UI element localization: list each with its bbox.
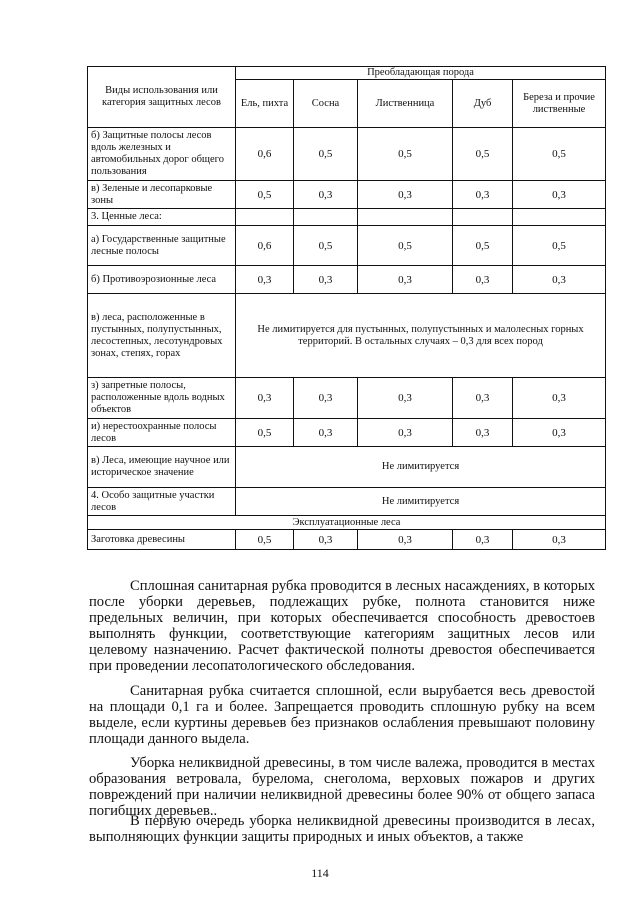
cell-value: 0,3: [453, 419, 513, 447]
table-row: [88, 488, 606, 516]
header-species: Ель, пихта: [236, 80, 294, 128]
row-label: в) Леса, имеющие научное или историческое значение: [88, 447, 236, 488]
header-species: Лиственница: [358, 80, 453, 128]
cell-value: 0,3: [513, 530, 606, 550]
table-row: [88, 378, 606, 419]
body-paragraph: В первую очередь уборка неликвидной древесины производится в лесах, выполняющих функции защиты природных и иных объектов, а также: [89, 813, 595, 845]
cell-value: 0,3: [294, 266, 358, 294]
table-row: [88, 209, 606, 226]
cell-value: 0,5: [236, 419, 294, 447]
cell-value: 0,3: [236, 266, 294, 294]
row-label: а) Государственные защитные лесные полосы: [88, 226, 236, 266]
cell-value: 0,3: [294, 530, 358, 550]
cell-value: 0,3: [358, 378, 453, 419]
row-label: в) Зеленые и лесопарковые зоны: [88, 181, 236, 209]
cell-value: 0,6: [236, 226, 294, 266]
cell-value: 0,6: [236, 128, 294, 181]
row-label: в) леса, расположенные в пустынных, полупустынных, лесостепных, лесотундровых зонах, степях, горах: [88, 294, 236, 378]
cell-value: 0,5: [294, 128, 358, 181]
cell-value: 0,3: [453, 530, 513, 550]
cell-value: 0,3: [294, 419, 358, 447]
cell-value: 0,3: [294, 378, 358, 419]
merged-note: Не лимитируется: [236, 488, 606, 516]
merged-note: Не лимитируется для пустынных, полупустынных и малолесных горных территорий. В остальных случаях – 0,3 для всех пород: [236, 294, 606, 378]
table-row: [88, 266, 606, 294]
cell-value: 0,5: [358, 226, 453, 266]
norms-table: [87, 66, 606, 550]
cell-value: 0,3: [453, 181, 513, 209]
header-species-group: Преобладающая порода: [236, 67, 606, 80]
cell-value: 0,5: [358, 128, 453, 181]
cell-value: 0,3: [236, 378, 294, 419]
cell-value: 0,3: [294, 181, 358, 209]
row-label: 4. Особо защитные участки лесов: [88, 488, 236, 516]
table-row: [88, 294, 606, 378]
row-label: Заготовка древесины: [88, 530, 236, 550]
table-row: [88, 530, 606, 550]
cell-value: 0,3: [513, 378, 606, 419]
cell-value: 0,3: [358, 266, 453, 294]
table-row: [88, 181, 606, 209]
cell-value: 0,3: [358, 419, 453, 447]
row-label: и) нерестоохранные полосы лесов: [88, 419, 236, 447]
cell-value: 0,5: [453, 128, 513, 181]
cell-value: 0,5: [453, 226, 513, 266]
cell-value: 0,3: [453, 378, 513, 419]
cell-value: 0,3: [513, 266, 606, 294]
section-row: [88, 516, 606, 530]
body-paragraph: Сплошная санитарная рубка проводится в лесных насаждениях, в которых после уборки деревьев, подлежащих рубке, полнота становится ниже предельных величин, при которых обеспечивается способность древостоев выполнять функции, соответствующие категориям защитных лесов или целевому назначению. Расчет фактической полноты древостоя обеспечивается при проведении лесопатологического обследования.: [89, 578, 595, 674]
header-usage-category: Виды использования или категория защитных лесов: [88, 67, 236, 128]
page-number: 114: [311, 866, 329, 880]
table-row: [88, 419, 606, 447]
cell-value: 0,3: [358, 530, 453, 550]
cell-value: [236, 209, 294, 226]
cell-value: [453, 209, 513, 226]
header-species: Береза и прочие лиственные: [513, 80, 606, 128]
cell-value: 0,3: [513, 181, 606, 209]
cell-value: 0,5: [236, 181, 294, 209]
cell-value: 0,5: [513, 226, 606, 266]
row-label: з) запретные полосы, расположенные вдоль водных объектов: [88, 378, 236, 419]
cell-value: 0,3: [513, 419, 606, 447]
cell-value: 0,5: [513, 128, 606, 181]
header-species: Сосна: [294, 80, 358, 128]
section-label: Эксплуатационные леса: [88, 516, 606, 530]
row-label: 3. Ценные леса:: [88, 209, 236, 226]
row-label: б) Защитные полосы лесов вдоль железных и автомобильных дорог общего пользования: [88, 128, 236, 181]
table-row: [88, 226, 606, 266]
body-paragraph: Уборка неликвидной древесины, в том числе валежа, проводится в местах образования ветровала, бурелома, снеголома, верховых пожаров и других повреждений при наличии неликвидной древесины более 90% от общего запаса погибших деревьев..: [89, 755, 595, 819]
cell-value: [513, 209, 606, 226]
cell-value: 0,5: [294, 226, 358, 266]
merged-note: Не лимитируется: [236, 447, 606, 488]
cell-value: 0,5: [236, 530, 294, 550]
header-species: Дуб: [453, 80, 513, 128]
body-paragraph: Санитарная рубка считается сплошной, если вырубается весь древостой на площади 0,1 га и более. Запрещается проводить сплошную рубку на всем выделе, если куртины деревьев без признаков ослабления превышают половину площади данного выдела.: [89, 683, 595, 747]
table-row: [88, 447, 606, 488]
cell-value: [358, 209, 453, 226]
cell-value: 0,3: [453, 266, 513, 294]
cell-value: [294, 209, 358, 226]
cell-value: 0,3: [358, 181, 453, 209]
row-label: б) Противоэрозионные леса: [88, 266, 236, 294]
table-row: [88, 128, 606, 181]
